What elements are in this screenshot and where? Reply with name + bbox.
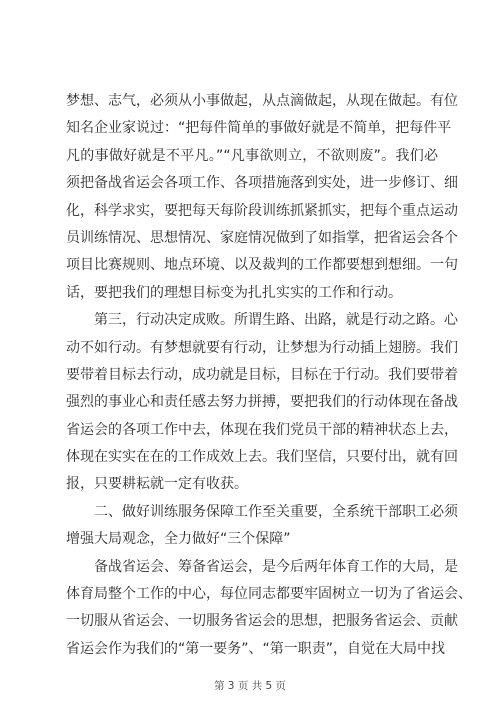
document-body [66, 88, 472, 663]
text-line: 员训练情况、思想情况、家庭情况做到了如指掌，把省运会各个 [66, 229, 458, 246]
text-line: 一切服从省运会、一切服务省运会的思想，把服务省运会、贡献 [66, 613, 458, 630]
section-heading-line: 二、做好训练服务保障工作至关重要，全系统干部职工必须 [66, 503, 458, 520]
section-heading-line: 增强大局观念，全力做好“三个保障” [66, 531, 291, 548]
text-line: 省运会的各项工作中去，体现在我们党员干部的精神状态上去， [66, 421, 458, 438]
text-line: 强烈的事业心和责任感去努力拼搏，要把我们的行动体现在备战 [66, 394, 458, 411]
text-line: 动不如行动。有梦想就要有行动，让梦想为行动插上翅膀。我们 [66, 339, 458, 356]
text-line: 知名企业家说过：“把每件简单的事做好就是不简单，把每件平 [66, 120, 452, 137]
page-number-footer: 第 3 页 共 5 页 [213, 680, 287, 692]
text-line: 备战省运会、筹备省运会，是今后两年体育工作的大局，是 [66, 558, 458, 575]
text-line: 第三，行动决定成败。所谓生路、出路，就是行动之路。心 [66, 312, 458, 329]
text-line: 省运会作为我们的“第一要务”、“第一职责”，自觉在大局中找 [66, 640, 446, 657]
text-line: 化，科学求实，要把每天每阶段训练抓紧抓实，把每个重点运动 [66, 202, 458, 219]
text-line: 体现在实实在在的工作成效上去。我们坚信，只要付出，就有回 [66, 449, 458, 466]
text-line: 凡的事做好就是不平凡。”“凡事欲则立，不欲则废”。我们必 [66, 147, 438, 164]
text-line: 体育局整个工作的中心，每位同志都要牢固树立一切为了省运会、 [66, 586, 472, 603]
text-line: 要带着目标去行动，成功就是目标，目标在于行动。我们要带着 [66, 366, 458, 383]
text-line: 项目比赛规则、地点环境、以及裁判的工作都要想到想细。一句 [66, 257, 458, 274]
text-line: 报，只要耕耘就一定有收获。 [66, 476, 248, 493]
text-line: 梦想、志气，必须从小事做起，从点滴做起，从现在做起。有位 [66, 93, 458, 109]
text-line: 话，要把我们的理想目标变为扎扎实实的工作和行动。 [66, 284, 402, 301]
text-line: 须把备战省运会各项工作、各项措施落到实处，进一步修订、细 [66, 175, 458, 192]
